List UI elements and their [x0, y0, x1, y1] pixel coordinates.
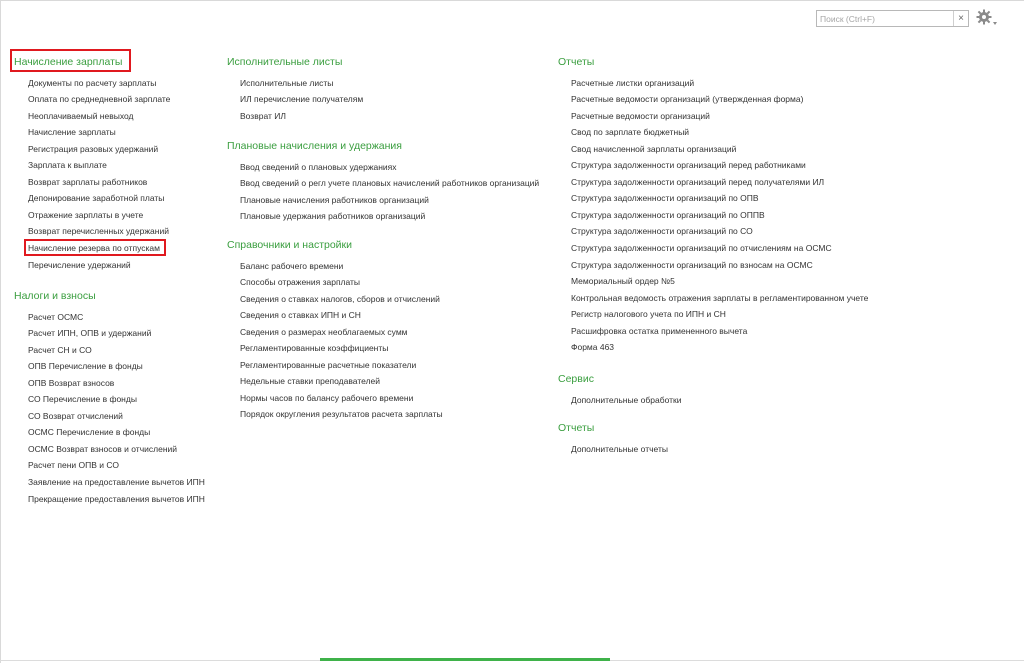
- menu-link[interactable]: Начисление зарплаты: [28, 127, 116, 138]
- menu-link[interactable]: Перечисление удержаний: [28, 259, 131, 270]
- menu-link[interactable]: Структура задолженности организаций по СО: [571, 226, 753, 237]
- menu-link[interactable]: Возврат перечисленных удержаний: [28, 226, 169, 237]
- menu-link[interactable]: Расчетные ведомости организаций (утвержденная форма): [571, 94, 804, 105]
- menu-link[interactable]: Дополнительные отчеты: [571, 443, 668, 454]
- menu-link[interactable]: Свод по зарплате бюджетный: [571, 127, 690, 138]
- menu-link[interactable]: ОСМС Возврат взносов и отчислений: [28, 443, 178, 454]
- section-title: Справочники и настройки: [227, 239, 353, 251]
- menu-link[interactable]: ИЛ перечисление получателям: [240, 94, 364, 105]
- menu-link[interactable]: Недельные ставки преподавателей: [240, 376, 381, 387]
- menu-link[interactable]: Сведения о ставках ИПН и СН: [240, 310, 361, 321]
- section-title: Отчеты: [558, 422, 595, 434]
- section-title: Исполнительные листы: [227, 56, 343, 68]
- menu-link[interactable]: Сведения о ставках налогов, сборов и отчислений: [240, 293, 440, 304]
- section-title: Плановые начисления и удержания: [227, 140, 402, 152]
- menu-link[interactable]: Порядок округления результатов расчета зарплаты: [240, 409, 443, 420]
- menu-link[interactable]: Регистр налогового учета по ИПН и СН: [571, 309, 726, 320]
- menu-link[interactable]: Структура задолженности организаций по ОППВ: [571, 209, 765, 220]
- search-input[interactable]: [817, 11, 958, 26]
- window-top-border: [0, 0, 1024, 1]
- menu-link[interactable]: Расчет ОСМС: [28, 311, 84, 322]
- menu-link[interactable]: Прекращение предоставления вычетов ИПН: [28, 493, 205, 504]
- menu-link[interactable]: Структура задолженности организаций перед работниками: [571, 160, 806, 171]
- active-indicator-bar: [320, 658, 610, 661]
- menu-link[interactable]: Расчет СН и СО: [28, 344, 92, 355]
- menu-link[interactable]: Расчетные листки организаций: [571, 77, 695, 88]
- menu-link[interactable]: Исполнительные листы: [240, 77, 334, 88]
- menu-link[interactable]: Сведения о размерах необлагаемых сумм: [240, 326, 408, 337]
- menu-link[interactable]: Плановые начисления работников организаций: [240, 194, 429, 205]
- menu-link[interactable]: Зарплата к выплате: [28, 160, 107, 171]
- menu-link[interactable]: Оплата по среднедневной зарплате: [28, 94, 171, 105]
- menu-link[interactable]: Контрольная ведомость отражения зарплаты в регламентированном учете: [571, 292, 869, 303]
- section-title: Сервис: [558, 373, 594, 385]
- menu-link[interactable]: Расчетные ведомости организаций: [571, 110, 710, 121]
- section-title: Начисление зарплаты: [14, 56, 123, 68]
- menu-link[interactable]: Возврат зарплаты работников: [28, 176, 148, 187]
- menu-link[interactable]: Мемориальный ордер №5: [571, 276, 675, 287]
- menu-link[interactable]: Ввод сведений о регл учете плановых начислений работников организаций: [240, 178, 540, 189]
- menu-link[interactable]: Свод начисленной зарплаты организаций: [571, 143, 737, 154]
- menu-link[interactable]: Структура задолженности организаций перед получателями ИЛ: [571, 176, 825, 187]
- window-left-border: [0, 0, 1, 663]
- menu-link[interactable]: Возврат ИЛ: [240, 110, 286, 121]
- menu-link[interactable]: Регистрация разовых удержаний: [28, 143, 159, 154]
- menu-link[interactable]: ОПВ Перечисление в фонды: [28, 361, 143, 372]
- menu-link[interactable]: Ввод сведений о плановых удержаниях: [240, 161, 397, 172]
- menu-link[interactable]: Отражение зарплаты в учете: [28, 209, 144, 220]
- search-box: [816, 10, 969, 27]
- menu-link[interactable]: Способы отражения зарплаты: [240, 277, 361, 288]
- menu-link[interactable]: Начисление резерва по отпускам: [28, 243, 160, 253]
- menu-link[interactable]: ОПВ Возврат взносов: [28, 377, 115, 388]
- menu-link[interactable]: Расшифровка остатка примененного вычета: [571, 325, 748, 336]
- menu-link[interactable]: Дополнительные обработки: [571, 394, 682, 405]
- menu-link[interactable]: ОСМС Перечисление в фонды: [28, 427, 151, 438]
- settings-gear-icon[interactable]: [976, 8, 998, 28]
- menu-link[interactable]: Регламентированные расчетные показатели: [240, 359, 417, 370]
- menu-link[interactable]: Расчет ИПН, ОПВ и удержаний: [28, 328, 152, 339]
- menu-link[interactable]: Баланс рабочего времени: [240, 260, 344, 271]
- menu-link[interactable]: Плановые удержания работников организаций: [240, 211, 426, 222]
- section-title: Налоги и взносы: [14, 290, 96, 302]
- menu-link[interactable]: Неоплачиваемый невыход: [28, 110, 134, 121]
- menu-link[interactable]: Нормы часов по балансу рабочего времени: [240, 392, 414, 403]
- menu-link[interactable]: Документы по расчету зарплаты: [28, 77, 157, 88]
- menu-link[interactable]: Структура задолженности организаций по взносам на ОСМС: [571, 259, 813, 270]
- menu-link[interactable]: Форма 463: [571, 342, 615, 353]
- menu-link[interactable]: Депонирование заработной платы: [28, 193, 165, 204]
- menu-link[interactable]: Регламентированные коэффициенты: [240, 343, 389, 354]
- menu-link[interactable]: СО Возврат отчислений: [28, 410, 123, 421]
- search-clear-button[interactable]: ×: [953, 11, 968, 26]
- menu-link[interactable]: Заявление на предоставление вычетов ИПН: [28, 477, 205, 487]
- menu-link[interactable]: СО Перечисление в фонды: [28, 394, 137, 405]
- menu-link[interactable]: Структура задолженности организаций по отчислениям на ОСМС: [571, 243, 832, 253]
- section-title: Отчеты: [558, 56, 595, 68]
- menu-link[interactable]: Структура задолженности организаций по ОПВ: [571, 193, 759, 204]
- menu-link[interactable]: Расчет пени ОПВ и СО: [28, 460, 119, 471]
